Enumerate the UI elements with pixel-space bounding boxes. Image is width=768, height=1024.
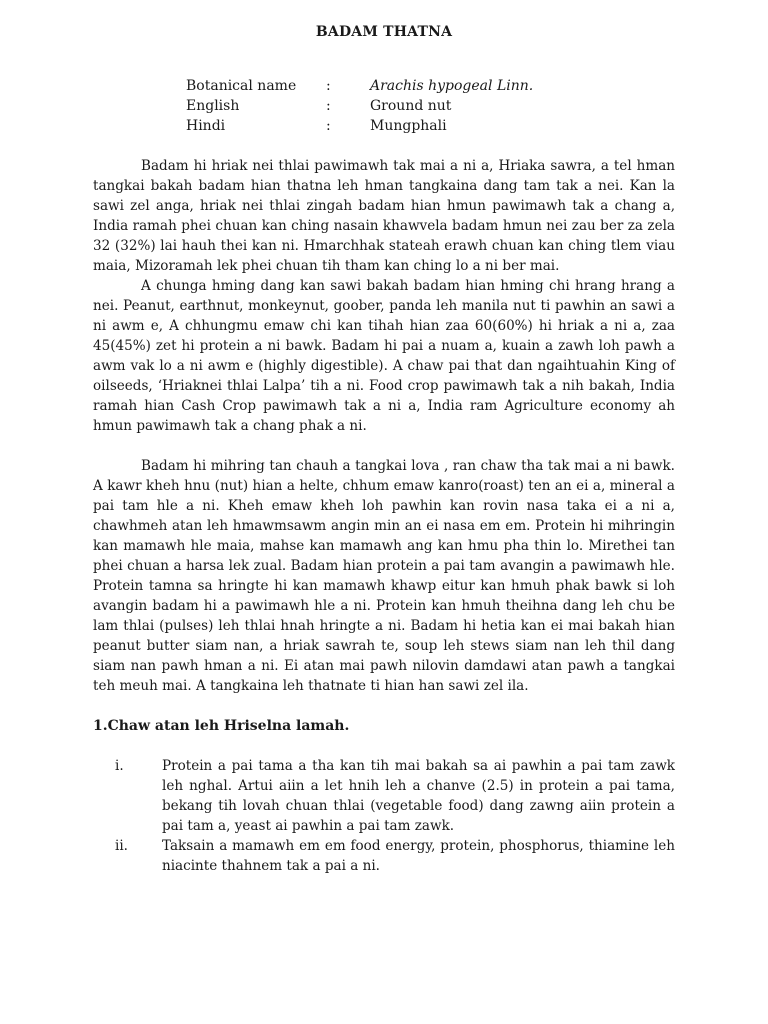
paragraph-3: Badam hi mihring tan chauh a tangkai lova , ran chaw tha tak mai a ni bawk. A kawr kheh hnu (nut) hian a helte, chhum emaw kanro(roast) ten an ei a, mineral a pai tam hle a ni. Kheh emaw kheh loh pawhin kan rovin nasa taka ei a ni a, chawhmeh atan leh hmawmsawm angin min an ei nasa em em. Protein hi mihringin kan mamawh hle maia, mahse kan mamawh ang kan hmu pha thin lo. Mirethei tan phei chuan a harsa lek zual. Badam hian protein a pai tam avangin a pawimawh hle. Protein tamna sa hringte hi kan mamawh khawp eitur kan hmuh phak bawk si loh avangin badam hi a pawimawh hle a ni. Protein kan hmuh theihna dang leh chu be lam thlai (pulses) leh thlai hnah hringte a ni. Badam hi hetia kan ei mai bakah hian peanut butter siam nan, a hriak sawrah te, soup leh stews siam nan leh thil dang siam nan pawh hman a ni. Ei atan mai pawh nilovin damdawi atan pawh a tangkai teh meuh mai. A tangkaina leh thatnate ti hian han sawi zel ila. — [93, 458, 675, 694]
document-page — [93, 24, 675, 876]
section-heading: 1.Chaw atan leh Hriselna lamah. — [93, 718, 350, 734]
list-item-number: i. — [115, 758, 124, 774]
meta-value: Mungphali — [370, 118, 447, 134]
meta-separator: : — [326, 78, 331, 94]
paragraph-2: A chunga hming dang kan sawi bakah badam hian hming chi hrang hrang a nei. Peanut, earthnut, monkeynut, goober, panda leh manila nut ti pawhin an sawi a ni awm e, A chhungmu emaw chi kan tihah hian zaa 60(60%) hi hriak a ni a, zaa 45(45%) zet hi protein a ni bawk. Badam hi pai a nuam a, kuain a zawh loh pawh a awm vak lo a ni awm e (highly digestible). A chaw pai that dan ngaihtuahin King of oilseeds, ‘Hriaknei thlai Lalpa’ tih a ni. Food crop pawimawh tak a nih bakah, India ramah hian Cash Crop pawimawh tak a ni a, India ram Agriculture economy ah hmun pawimawh tak a chang phak a ni. — [93, 278, 675, 434]
numbered-list — [93, 756, 675, 876]
list-item-number: ii. — [115, 838, 128, 854]
meta-separator: : — [326, 118, 331, 134]
meta-row-botanical — [186, 76, 675, 96]
paragraph-spacer — [93, 436, 675, 456]
meta-label: English — [186, 98, 240, 114]
list-item — [93, 756, 675, 836]
meta-value: Ground nut — [370, 98, 452, 114]
paragraph-spacer — [93, 696, 675, 716]
paragraph-1: Badam hi hriak nei thlai pawimawh tak mai a ni a, Hriaka sawra, a tel hman tangkai bakah badam hian thatna leh hman tangkaina dang tam tak a nei. Kan la sawi zel anga, hriak nei thlai zingah badam hian hmun pawimawh tak a chang a, India ramah phei chuan kan ching nasain khawvela badam hmun nei zau ber za zela 32 (32%) lai hauh thei kan ni. Hmarchhak stateah erawh chuan kan ching tlem viau maia, Mizoramah lek phei chuan tih tham kan ching lo a ni ber mai. — [93, 158, 675, 274]
document-title: BADAM THATNA — [315, 24, 453, 40]
list-item-text: Protein a pai tama a tha kan tih mai bakah sa ai pawhin a pai tam zawk leh nghal. Artui aiin a let hnih leh a chanve (2.5) in protein a pai tama, bekang tih lovah chuan thlai (vegetable food) dang zawng aiin protein a pai tam a, yeast ai pawhin a pai tam zawk. — [162, 758, 675, 834]
list-item — [93, 836, 675, 876]
botanical-info — [186, 76, 675, 136]
meta-separator: : — [326, 98, 331, 114]
meta-row-hindi — [186, 116, 675, 136]
meta-value: Arachis hypogeal Linn. — [370, 78, 534, 94]
list-item-text: Taksain a mamawh em em food energy, protein, phosphorus, thiamine leh niacinte thahnem tak a pai a ni. — [162, 838, 675, 874]
meta-label: Botanical name — [186, 78, 297, 94]
meta-label: Hindi — [186, 118, 226, 134]
meta-row-english — [186, 96, 675, 116]
